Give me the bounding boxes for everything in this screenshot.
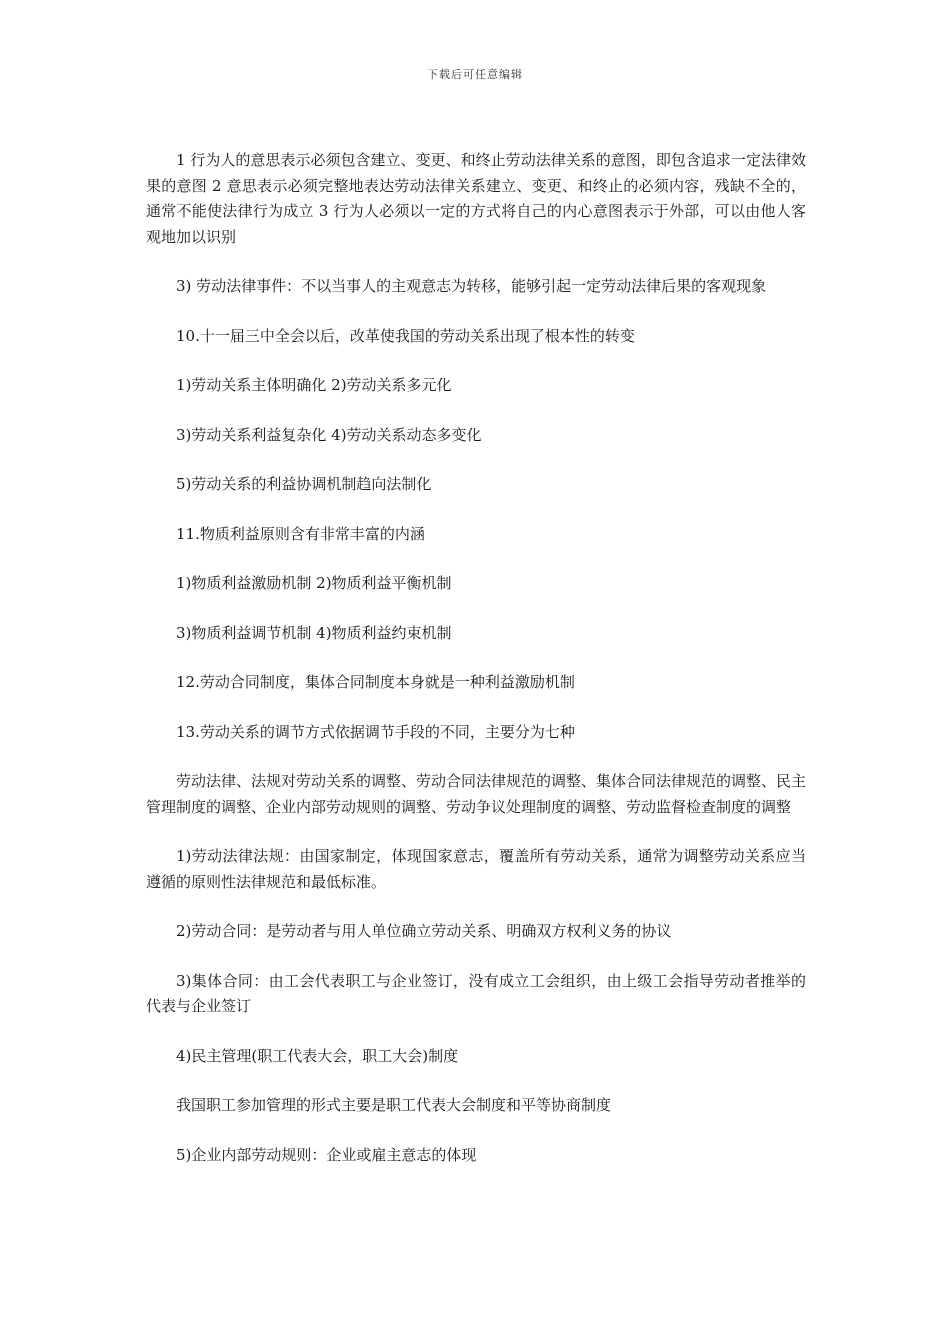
- paragraph-item-10-points-1-2: 1)劳动关系主体明确化 2)劳动关系多元化: [176, 376, 452, 394]
- paragraph-labor-legal-event: 3) 劳动法律事件：不以当事人的主观意志为转移，能够引起一定劳动法律后果的客观现象: [176, 277, 767, 295]
- paragraph-item-10-points-3-4: 3)劳动关系利益复杂化 4)劳动关系动态多变化: [176, 425, 482, 444]
- paragraph-democratic-management: 4)民主管理(职工代表大会，职工大会)制度: [176, 1046, 459, 1065]
- page-header: 下载后可任意编辑: [427, 68, 523, 81]
- paragraph-internal-rules: 5)企业内部劳动规则：企业或雇主意志的体现: [176, 1145, 477, 1164]
- paragraph-item-11: 11.物质利益原则含有非常丰富的内涵: [176, 524, 425, 543]
- paragraph-laws-regulations: 1)劳动法律法规：由国家制定，体现国家意志，覆盖所有劳动关系，通常为调整劳动关系应当遵循的原则性法律规范和最低标准。: [146, 847, 806, 891]
- paragraph-item-13: 13.劳动关系的调节方式依据调节手段的不同，主要分为七种: [176, 722, 575, 741]
- paragraph-participation-forms: 我国职工参加管理的形式主要是职工代表大会制度和平等协商制度: [176, 1096, 612, 1114]
- paragraph-item-11-points-3-4: 3)物质利益调节机制 4)物质利益约束机制: [176, 623, 452, 642]
- paragraph-item-11-points-1-2: 1)物质利益激励机制 2)物质利益平衡机制: [176, 574, 452, 592]
- paragraph-labor-contract: 2)劳动合同：是劳动者与用人单位确立劳动关系、明确双方权利义务的协议: [176, 922, 672, 940]
- paragraph-item-10: 10.十一届三中全会以后，改革使我国的劳动关系出现了根本性的转变: [176, 326, 635, 345]
- paragraph-adjustment-list: 劳动法律、法规对劳动关系的调整、劳动合同法律规范的调整、集体合同法律规范的调整、民主管理制度的调整、企业内部劳动规则的调整、劳动争议处理制度的调整、劳动监督检查制度的调整: [146, 772, 807, 816]
- paragraph-item-10-point-5: 5)劳动关系的利益协调机制趋向法制化: [176, 475, 432, 493]
- paragraph-intent-requirements: 1 行为人的意思表示必须包含建立、变更、和终止劳动法律关系的意图，即包含追求一定法律效果的意图 2 意思表示必须完整地表达劳动法律关系建立、变更、和终止的必须内容，残缺不全的，通常不能使法律行为成立 3 行为人必须以一定的方式将自己的内心意图表示于外部，可以由他人客观地加以识别: [146, 151, 806, 246]
- document-body: [146, 148, 806, 1192]
- paragraph-collective-contract: 3)集体合同：由工会代表职工与企业签订，没有成立工会组织，由上级工会指导劳动者推举的代表与企业签订: [146, 971, 806, 1015]
- paragraph-item-12: 12.劳动合同制度，集体合同制度本身就是一种利益激励机制: [176, 673, 575, 691]
